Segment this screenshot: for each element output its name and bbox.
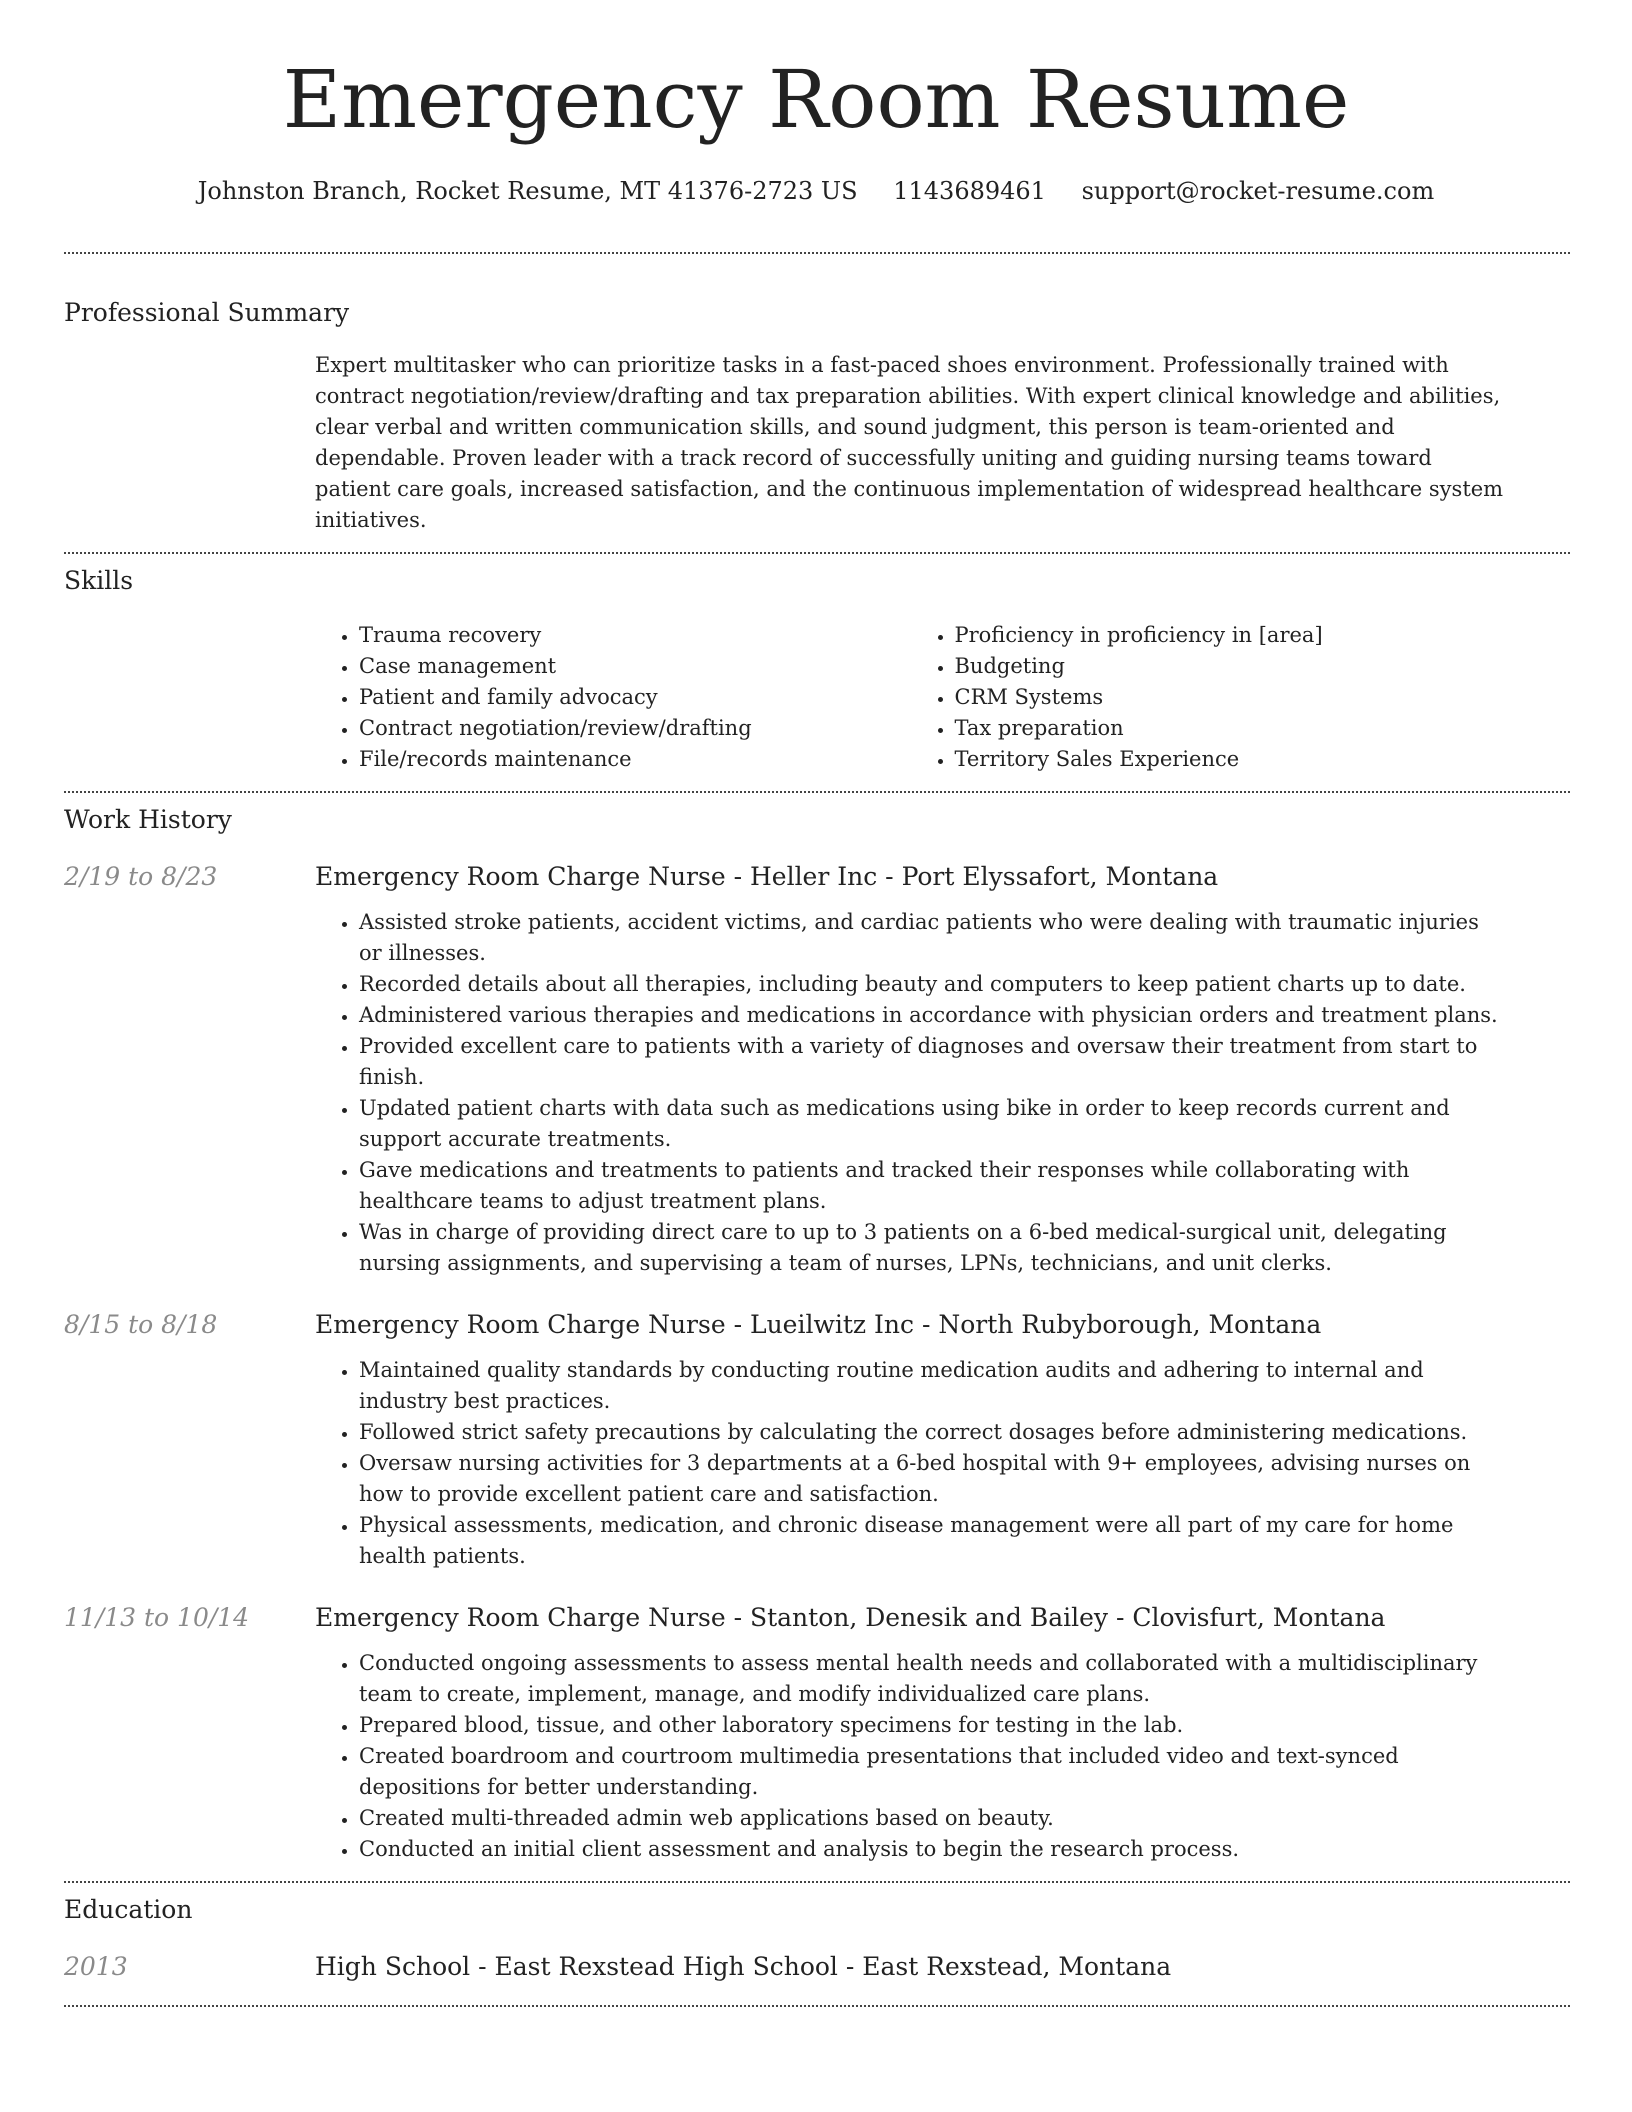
list-item: • Conducted an initial client assessment and analysis to begin the research process. bbox=[359, 1834, 1506, 1865]
list-item: • Proficiency in proficiency in [area] bbox=[955, 620, 1507, 651]
education-details bbox=[315, 1951, 1506, 1983]
list-item: • Followed strict safety precautions by calculating the correct dosages before administering medications. bbox=[359, 1417, 1506, 1448]
job-entry bbox=[64, 1309, 1506, 1572]
job-bullets bbox=[315, 1648, 1506, 1865]
skills-column-left bbox=[315, 620, 911, 775]
list-item: • Maintained quality standards by conducting routine medication audits and adhering to internal and industry best practices. bbox=[359, 1355, 1506, 1417]
list-item: • CRM Systems bbox=[955, 682, 1507, 713]
contact-phone: 1143689461 bbox=[893, 177, 1046, 205]
divider bbox=[64, 791, 1570, 793]
list-item: • Budgeting bbox=[955, 651, 1507, 682]
divider bbox=[64, 2005, 1570, 2007]
list-item: • Created multi-threaded admin web applications based on beauty. bbox=[359, 1803, 1506, 1834]
job-details bbox=[315, 861, 1506, 1279]
list-item: • Tax preparation bbox=[955, 713, 1507, 744]
job-title: Emergency Room Charge Nurse - Lueilwitz Inc - North Rubyborough, Montana bbox=[315, 1310, 1322, 1339]
contact-line bbox=[0, 176, 1632, 206]
job-title: Emergency Room Charge Nurse - Stanton, Denesik and Bailey - Clovisfurt, Montana bbox=[315, 1603, 1386, 1632]
job-entry bbox=[64, 1602, 1506, 1865]
list-item: • Recorded details about all therapies, including beauty and computers to keep patient charts up to date. bbox=[359, 969, 1506, 1000]
job-details bbox=[315, 1309, 1506, 1572]
resume-header bbox=[0, 0, 1632, 206]
list-item: • Contract negotiation/review/drafting bbox=[359, 713, 911, 744]
list-item: • Assisted stroke patients, accident victims, and cardiac patients who were dealing with traumatic injuries or illnesses. bbox=[359, 907, 1506, 969]
list-item: • Prepared blood, tissue, and other laboratory specimens for testing in the lab. bbox=[359, 1710, 1506, 1741]
section-title-summary: Professional Summary bbox=[64, 298, 350, 327]
list-item: • Physical assessments, medication, and chronic disease management were all part of my care for home health patients. bbox=[359, 1510, 1506, 1572]
list-item: • File/records maintenance bbox=[359, 744, 911, 775]
divider bbox=[64, 252, 1570, 254]
work-section bbox=[0, 805, 1506, 1865]
divider bbox=[64, 552, 1570, 554]
list-item: • Created boardroom and courtroom multimedia presentations that included video and text-synced depositions for better understanding. bbox=[359, 1741, 1506, 1803]
skills-section bbox=[0, 566, 1506, 775]
job-entry bbox=[64, 861, 1506, 1279]
job-bullets bbox=[315, 1355, 1506, 1572]
list-item: • Territory Sales Experience bbox=[955, 744, 1507, 775]
education-entry bbox=[64, 1951, 1506, 1983]
list-item: • Updated patient charts with data such as medications using bike in order to keep records current and support accurate treatments. bbox=[359, 1093, 1506, 1155]
job-bullets bbox=[315, 907, 1506, 1279]
resume-name: Emergency Room Resume bbox=[282, 53, 1350, 146]
section-title-work: Work History bbox=[64, 805, 232, 834]
section-title-skills: Skills bbox=[64, 566, 134, 595]
list-item: • Patient and family advocacy bbox=[359, 682, 911, 713]
contact-email: support@rocket-resume.com bbox=[1081, 177, 1435, 205]
list-item: • Administered various therapies and medications in accordance with physician orders and treatment plans. bbox=[359, 1000, 1506, 1031]
list-item: • Conducted ongoing assessments to assess mental health needs and collaborated with a multidisciplinary team to create, implement, manage, and modify individualized care plans. bbox=[359, 1648, 1506, 1710]
list-item: • Trauma recovery bbox=[359, 620, 911, 651]
job-date: 2/19 to 8/23 bbox=[64, 862, 218, 891]
list-item: • Oversaw nursing activities for 3 departments at a 6-bed hospital with 9+ employees, advising nurses on how to provide excellent patient care and satisfaction. bbox=[359, 1448, 1506, 1510]
contact-address: Johnston Branch, Rocket Resume, MT 41376-2723 US bbox=[197, 177, 858, 205]
job-date: 8/15 to 8/18 bbox=[64, 1310, 218, 1339]
education-section bbox=[0, 1895, 1506, 1983]
job-details bbox=[315, 1602, 1506, 1865]
education-title: High School - East Rexstead High School - East Rexstead, Montana bbox=[315, 1952, 1172, 1981]
job-title: Emergency Room Charge Nurse - Heller Inc - Port Elyssafort, Montana bbox=[315, 862, 1219, 891]
summary-text: Expert multitasker who can prioritize tasks in a fast-paced shoes environment. Professionally trained with contract negotiation/review/drafting and tax preparation abilities. With expert clinical knowledge and abilities, clear verbal and written communication skills, and sound judgment, this person is team-oriented and dependable. Proven leader with a track record of successfully uniting and guiding nursing teams toward patient care goals, increased satisfaction, and the continuous implementation of widespread healthcare system initiatives. bbox=[315, 353, 1504, 532]
education-date: 2013 bbox=[64, 1952, 128, 1981]
list-item: • Gave medications and treatments to patients and tracked their responses while collaborating with healthcare teams to adjust treatment plans. bbox=[359, 1155, 1506, 1217]
divider bbox=[64, 1881, 1570, 1883]
list-item: • Was in charge of providing direct care to up to 3 patients on a 6-bed medical-surgical unit, delegating nursing assignments, and supervising a team of nurses, LPNs, technicians, and unit clerks. bbox=[359, 1217, 1506, 1279]
summary-section bbox=[0, 298, 1506, 536]
list-item: • Case management bbox=[359, 651, 911, 682]
list-item: • Provided excellent care to patients with a variety of diagnoses and oversaw their treatment from start to finish. bbox=[359, 1031, 1506, 1093]
skills-list bbox=[315, 620, 1506, 775]
section-title-education: Education bbox=[64, 1895, 193, 1924]
skills-column-right bbox=[911, 620, 1507, 775]
job-date: 11/13 to 10/14 bbox=[64, 1603, 250, 1632]
